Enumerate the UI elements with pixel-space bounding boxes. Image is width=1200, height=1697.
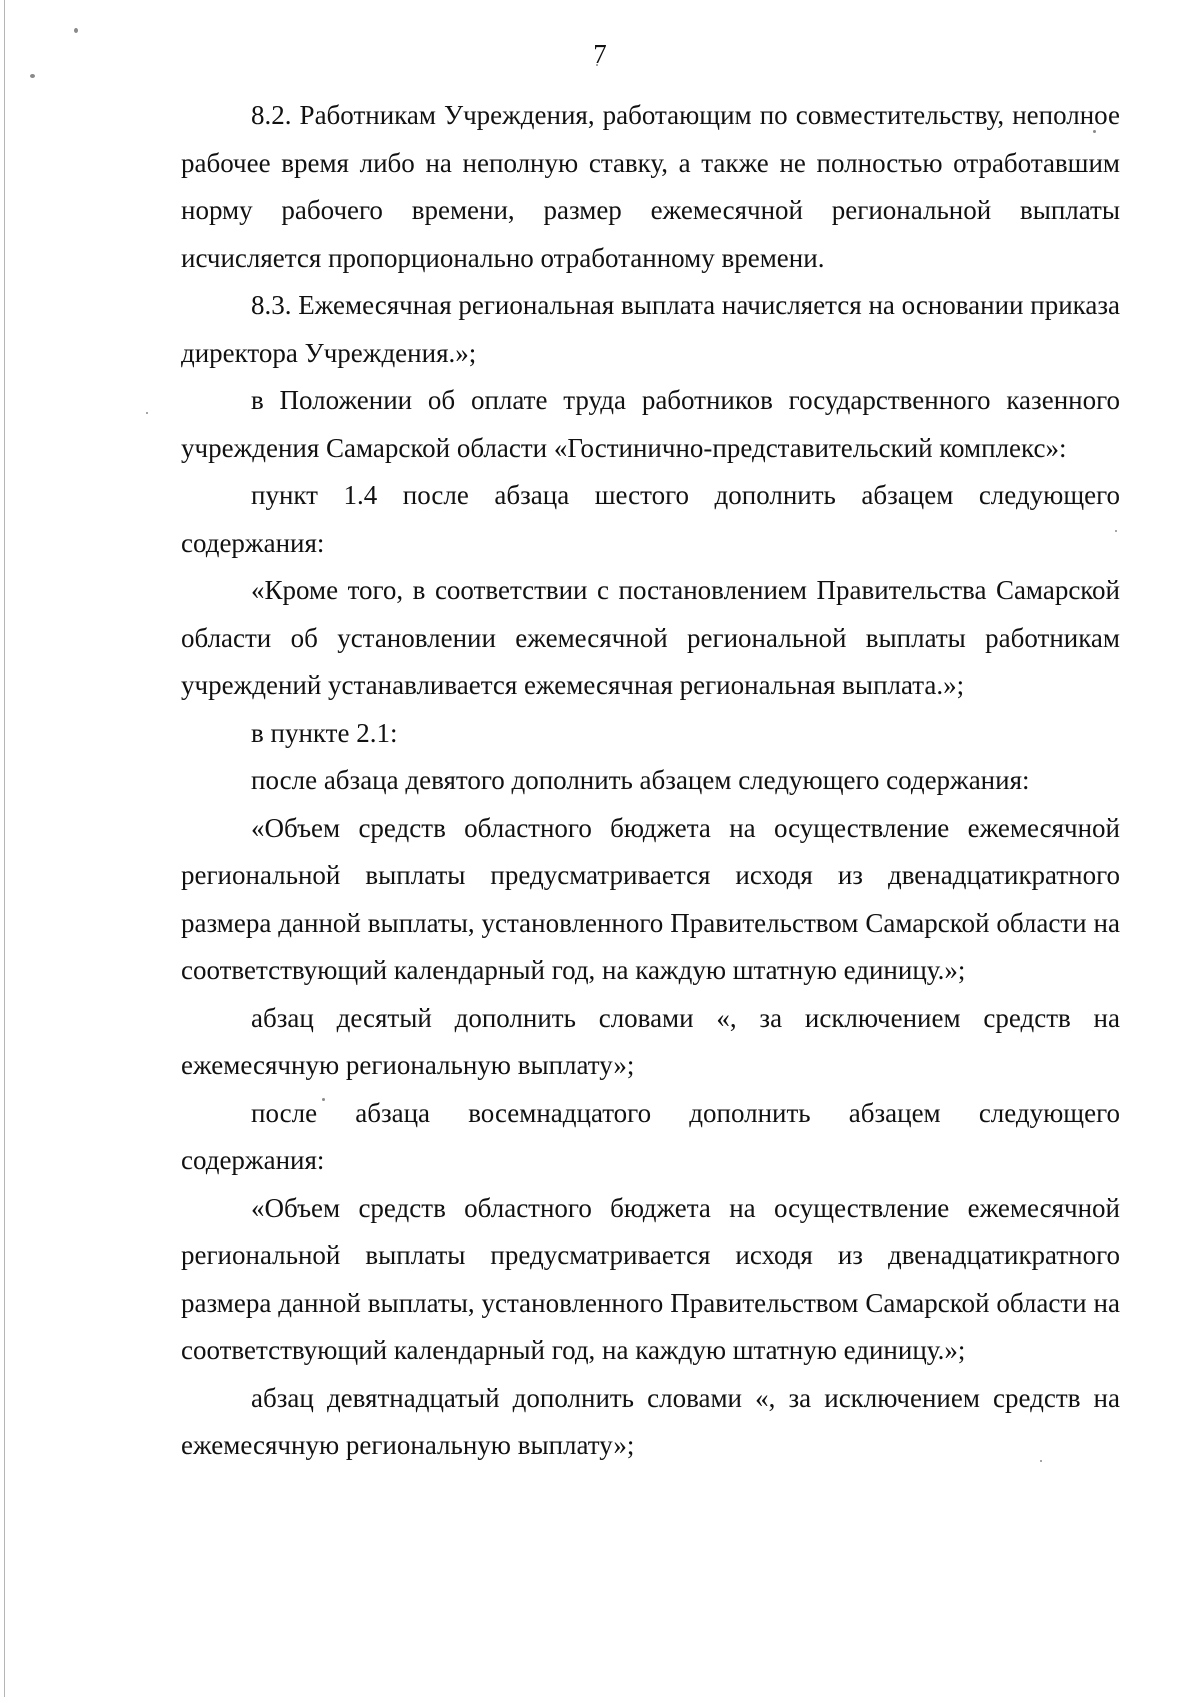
scan-edge-line [4, 0, 5, 1697]
scan-speck [30, 74, 35, 78]
paragraph-tenth-addition: абзац десятый дополнить словами «, за исключением средств на ежемесячную региональную выплату»; [181, 1002, 1120, 1080]
scan-speck [146, 412, 148, 414]
paragraph-quote-budget-2: «Объем средств областного бюджета на осуществление ежемесячной региональной выплаты предусматривается исходя из двенадцатикратного размера данной выплаты, установленного Правительством Самарской области на соответствующий календарный год, на каждую штатную единицу.»; [181, 1192, 1120, 1365]
scan-speck [74, 28, 78, 33]
paragraph-point-1-4: пункт 1.4 после абзаца шестого дополнить абзацем следующего содержания: [181, 480, 1120, 558]
paragraph-8-3: 8.3. Ежемесячная региональная выплата начисляется на основании приказа директора Учреждения.»; [181, 290, 1120, 368]
paragraph-regulation-intro: в Положении об оплате труда работников государственного казенного учреждения Самарской области «Гостинично-представительский комплекс»: [181, 385, 1120, 463]
document-body [181, 92, 1120, 1470]
paragraph-after-ninth: после абзаца девятого дополнить абзацем следующего содержания: [251, 765, 1030, 795]
paragraph-after-eighteenth: после абзаца восемнадцатого дополнить абзацем следующего содержания: [181, 1097, 1120, 1175]
paragraph-nineteenth-addition: абзац девятнадцатый дополнить словами «, за исключением средств на ежемесячную региональную выплату»; [181, 1382, 1120, 1460]
paragraph-quote-besides: «Кроме того, в соответствии с постановлением Правительства Самарской области об установлении ежемесячной региональной выплаты работникам учреждений устанавливается ежемесячная региональная выплата.»; [181, 575, 1120, 700]
paragraph-point-2-1: в пункте 2.1: [251, 717, 398, 748]
paragraph-8-2: 8.2. Работникам Учреждения, работающим по совместительству, неполное рабочее время либо на неполную ставку, а также не полностью отработавшим норму рабочего времени, размер ежемесячной региональной выплаты исчисляется пропорционально отработанному времени. [181, 100, 1120, 273]
paragraph-quote-budget-1: «Объем средств областного бюджета на осуществление ежемесячной региональной выплаты предусматривается исходя из двенадцатикратного размера данной выплаты, установленного Правительством Самарской области на соответствующий календарный год, на каждую штатную единицу.»; [181, 812, 1120, 985]
page-number: 7 [593, 39, 607, 69]
